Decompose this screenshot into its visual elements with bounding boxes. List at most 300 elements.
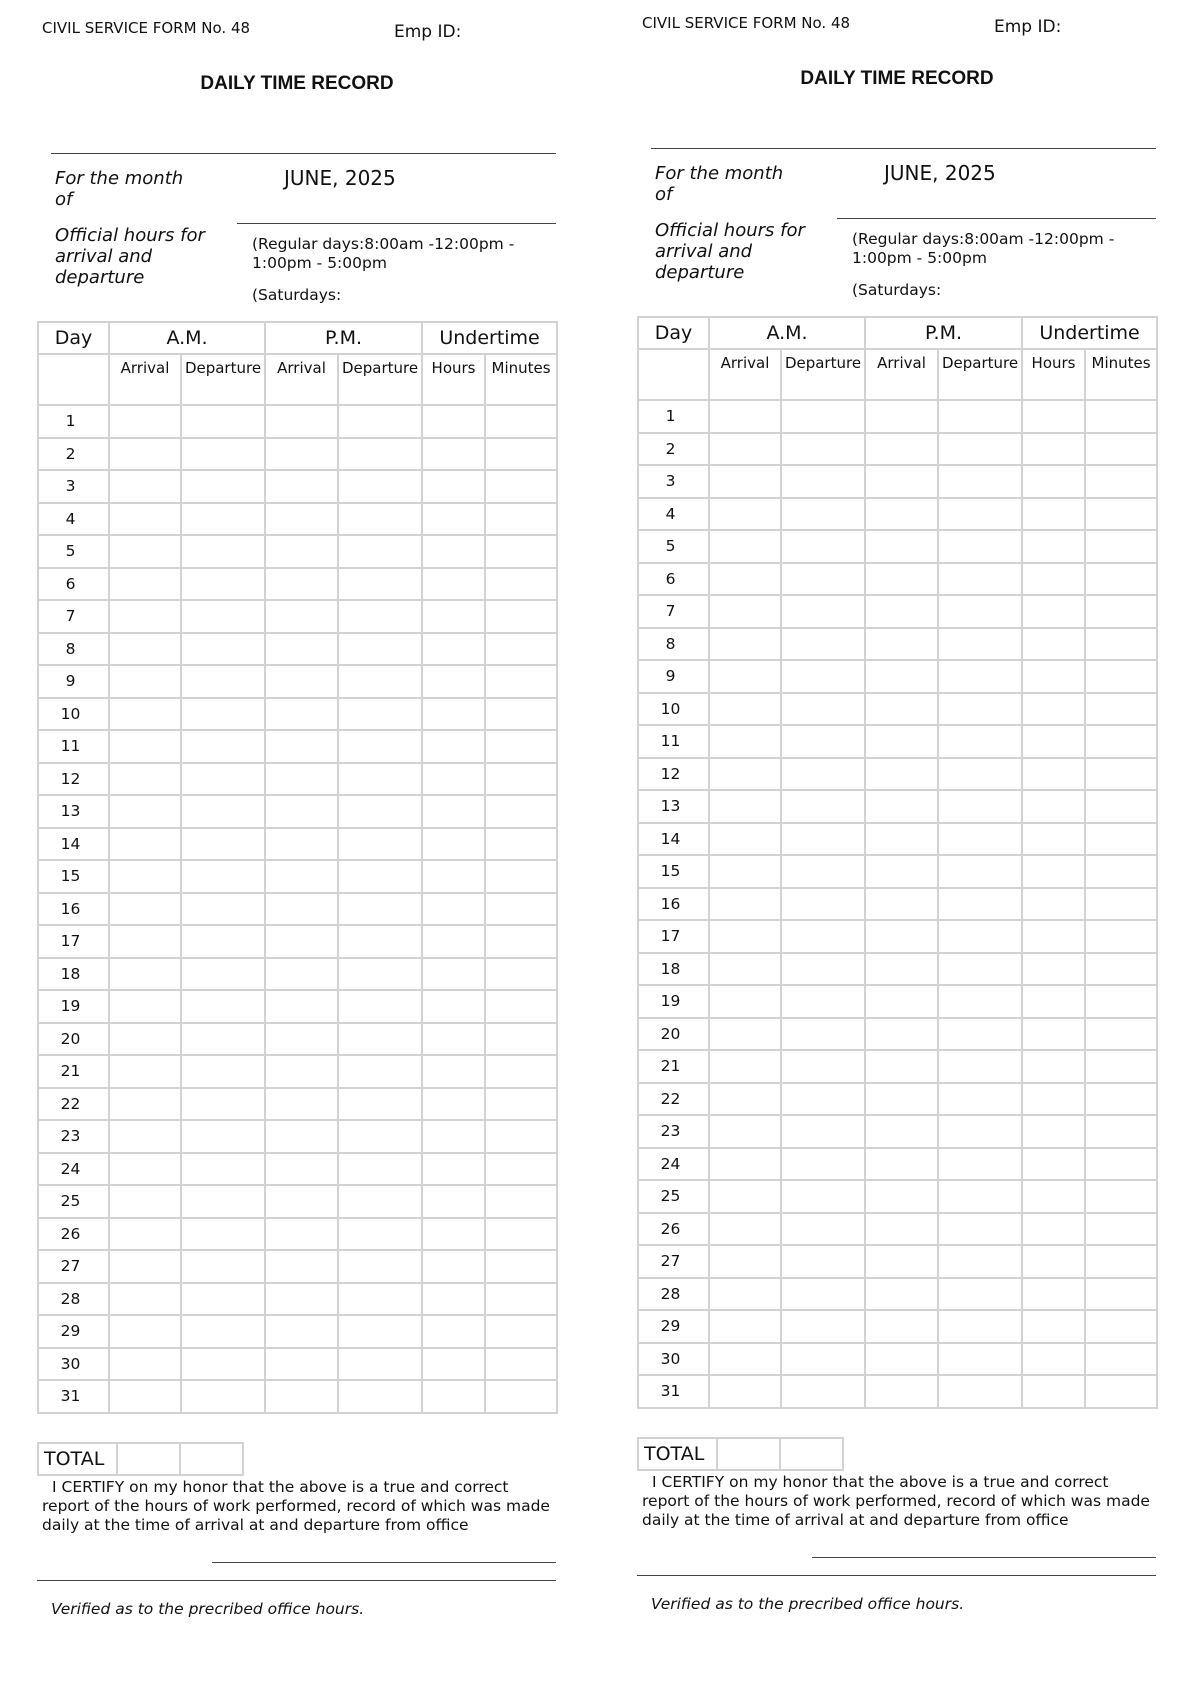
am-departure-cell[interactable]	[781, 888, 865, 921]
am-arrival-cell[interactable]	[709, 920, 781, 953]
undertime-minutes-cell[interactable]	[485, 1185, 557, 1218]
pm-arrival-cell[interactable]	[265, 665, 338, 698]
pm-departure-cell[interactable]	[938, 465, 1022, 498]
am-departure-cell[interactable]	[781, 1310, 865, 1343]
am-departure-cell[interactable]	[781, 530, 865, 563]
pm-departure-cell[interactable]	[338, 1088, 422, 1121]
am-departure-cell[interactable]	[781, 1343, 865, 1376]
undertime-minutes-cell[interactable]	[485, 405, 557, 438]
pm-departure-cell[interactable]	[338, 568, 422, 601]
undertime-minutes-cell[interactable]	[1085, 1115, 1157, 1148]
am-departure-cell[interactable]	[781, 855, 865, 888]
am-departure-cell[interactable]	[181, 665, 265, 698]
undertime-hours-cell[interactable]	[422, 763, 485, 796]
undertime-hours-cell[interactable]	[1022, 1115, 1085, 1148]
am-arrival-cell[interactable]	[709, 465, 781, 498]
am-arrival-cell[interactable]	[709, 1180, 781, 1213]
undertime-hours-cell[interactable]	[422, 1153, 485, 1186]
pm-arrival-cell[interactable]	[265, 503, 338, 536]
am-arrival-cell[interactable]	[109, 600, 181, 633]
am-arrival-cell[interactable]	[109, 1023, 181, 1056]
am-departure-cell[interactable]	[781, 628, 865, 661]
pm-departure-cell[interactable]	[338, 1348, 422, 1381]
am-departure-cell[interactable]	[781, 1180, 865, 1213]
am-arrival-cell[interactable]	[709, 660, 781, 693]
pm-arrival-cell[interactable]	[865, 823, 938, 856]
undertime-hours-cell[interactable]	[422, 1185, 485, 1218]
undertime-minutes-cell[interactable]	[485, 828, 557, 861]
pm-departure-cell[interactable]	[938, 433, 1022, 466]
pm-arrival-cell[interactable]	[265, 1153, 338, 1186]
undertime-hours-cell[interactable]	[422, 568, 485, 601]
am-departure-cell[interactable]	[181, 860, 265, 893]
am-departure-cell[interactable]	[781, 1115, 865, 1148]
pm-arrival-cell[interactable]	[865, 1245, 938, 1278]
undertime-minutes-cell[interactable]	[1085, 920, 1157, 953]
pm-arrival-cell[interactable]	[265, 633, 338, 666]
undertime-minutes-cell[interactable]	[485, 795, 557, 828]
pm-arrival-cell[interactable]	[865, 790, 938, 823]
undertime-minutes-cell[interactable]	[485, 893, 557, 926]
total-hours-cell[interactable]	[117, 1443, 180, 1475]
am-departure-cell[interactable]	[181, 1380, 265, 1413]
undertime-minutes-cell[interactable]	[1085, 595, 1157, 628]
pm-arrival-cell[interactable]	[865, 1213, 938, 1246]
am-arrival-cell[interactable]	[709, 1148, 781, 1181]
am-departure-cell[interactable]	[781, 465, 865, 498]
undertime-hours-cell[interactable]	[422, 1283, 485, 1316]
pm-departure-cell[interactable]	[938, 1115, 1022, 1148]
undertime-minutes-cell[interactable]	[485, 860, 557, 893]
pm-departure-cell[interactable]	[338, 1153, 422, 1186]
am-arrival-cell[interactable]	[109, 860, 181, 893]
undertime-minutes-cell[interactable]	[1085, 660, 1157, 693]
am-arrival-cell[interactable]	[709, 693, 781, 726]
am-departure-cell[interactable]	[181, 1153, 265, 1186]
undertime-minutes-cell[interactable]	[1085, 1180, 1157, 1213]
undertime-hours-cell[interactable]	[422, 438, 485, 471]
undertime-hours-cell[interactable]	[1022, 888, 1085, 921]
pm-arrival-cell[interactable]	[865, 693, 938, 726]
undertime-minutes-cell[interactable]	[485, 633, 557, 666]
am-departure-cell[interactable]	[181, 795, 265, 828]
pm-arrival-cell[interactable]	[265, 1315, 338, 1348]
undertime-minutes-cell[interactable]	[1085, 563, 1157, 596]
undertime-minutes-cell[interactable]	[1085, 1245, 1157, 1278]
pm-departure-cell[interactable]	[338, 600, 422, 633]
pm-arrival-cell[interactable]	[865, 400, 938, 433]
pm-departure-cell[interactable]	[338, 698, 422, 731]
undertime-hours-cell[interactable]	[422, 698, 485, 731]
undertime-hours-cell[interactable]	[422, 1023, 485, 1056]
am-departure-cell[interactable]	[781, 790, 865, 823]
undertime-hours-cell[interactable]	[422, 1348, 485, 1381]
undertime-hours-cell[interactable]	[1022, 855, 1085, 888]
pm-departure-cell[interactable]	[338, 1250, 422, 1283]
pm-departure-cell[interactable]	[938, 1343, 1022, 1376]
undertime-hours-cell[interactable]	[1022, 498, 1085, 531]
undertime-minutes-cell[interactable]	[485, 665, 557, 698]
am-arrival-cell[interactable]	[109, 990, 181, 1023]
am-departure-cell[interactable]	[781, 1213, 865, 1246]
undertime-minutes-cell[interactable]	[1085, 758, 1157, 791]
total-minutes-cell[interactable]	[780, 1438, 843, 1470]
pm-departure-cell[interactable]	[338, 828, 422, 861]
am-arrival-cell[interactable]	[709, 1050, 781, 1083]
pm-departure-cell[interactable]	[338, 1380, 422, 1413]
am-departure-cell[interactable]	[781, 953, 865, 986]
am-arrival-cell[interactable]	[109, 405, 181, 438]
pm-arrival-cell[interactable]	[865, 660, 938, 693]
pm-arrival-cell[interactable]	[865, 595, 938, 628]
undertime-minutes-cell[interactable]	[1085, 1375, 1157, 1408]
pm-arrival-cell[interactable]	[265, 860, 338, 893]
pm-arrival-cell[interactable]	[265, 763, 338, 796]
am-departure-cell[interactable]	[181, 1185, 265, 1218]
undertime-hours-cell[interactable]	[1022, 823, 1085, 856]
undertime-minutes-cell[interactable]	[1085, 1018, 1157, 1051]
undertime-minutes-cell[interactable]	[485, 925, 557, 958]
undertime-minutes-cell[interactable]	[485, 600, 557, 633]
undertime-hours-cell[interactable]	[422, 958, 485, 991]
am-departure-cell[interactable]	[781, 563, 865, 596]
pm-arrival-cell[interactable]	[865, 498, 938, 531]
undertime-minutes-cell[interactable]	[485, 1380, 557, 1413]
pm-departure-cell[interactable]	[938, 693, 1022, 726]
pm-arrival-cell[interactable]	[865, 433, 938, 466]
pm-departure-cell[interactable]	[938, 1245, 1022, 1278]
pm-departure-cell[interactable]	[938, 1148, 1022, 1181]
pm-departure-cell[interactable]	[338, 633, 422, 666]
am-departure-cell[interactable]	[781, 693, 865, 726]
am-departure-cell[interactable]	[181, 470, 265, 503]
undertime-hours-cell[interactable]	[422, 860, 485, 893]
am-arrival-cell[interactable]	[709, 985, 781, 1018]
undertime-hours-cell[interactable]	[1022, 1050, 1085, 1083]
am-arrival-cell[interactable]	[709, 1115, 781, 1148]
undertime-hours-cell[interactable]	[422, 1250, 485, 1283]
pm-arrival-cell[interactable]	[265, 1348, 338, 1381]
pm-arrival-cell[interactable]	[865, 888, 938, 921]
am-arrival-cell[interactable]	[709, 1310, 781, 1343]
am-departure-cell[interactable]	[781, 1148, 865, 1181]
pm-departure-cell[interactable]	[938, 400, 1022, 433]
am-arrival-cell[interactable]	[109, 763, 181, 796]
undertime-hours-cell[interactable]	[422, 535, 485, 568]
undertime-hours-cell[interactable]	[1022, 1018, 1085, 1051]
pm-departure-cell[interactable]	[938, 1310, 1022, 1343]
am-arrival-cell[interactable]	[109, 1250, 181, 1283]
undertime-hours-cell[interactable]	[1022, 1245, 1085, 1278]
undertime-hours-cell[interactable]	[422, 990, 485, 1023]
pm-arrival-cell[interactable]	[265, 698, 338, 731]
undertime-minutes-cell[interactable]	[485, 990, 557, 1023]
undertime-minutes-cell[interactable]	[485, 1218, 557, 1251]
pm-arrival-cell[interactable]	[265, 990, 338, 1023]
am-arrival-cell[interactable]	[109, 893, 181, 926]
am-arrival-cell[interactable]	[109, 730, 181, 763]
pm-departure-cell[interactable]	[338, 1055, 422, 1088]
am-departure-cell[interactable]	[181, 990, 265, 1023]
pm-departure-cell[interactable]	[938, 823, 1022, 856]
undertime-hours-cell[interactable]	[1022, 1213, 1085, 1246]
am-arrival-cell[interactable]	[109, 438, 181, 471]
am-departure-cell[interactable]	[781, 1050, 865, 1083]
am-departure-cell[interactable]	[781, 725, 865, 758]
undertime-hours-cell[interactable]	[1022, 1278, 1085, 1311]
pm-departure-cell[interactable]	[338, 535, 422, 568]
am-departure-cell[interactable]	[181, 503, 265, 536]
am-departure-cell[interactable]	[181, 405, 265, 438]
pm-departure-cell[interactable]	[938, 563, 1022, 596]
pm-arrival-cell[interactable]	[265, 535, 338, 568]
undertime-minutes-cell[interactable]	[1085, 498, 1157, 531]
pm-departure-cell[interactable]	[938, 498, 1022, 531]
am-arrival-cell[interactable]	[709, 790, 781, 823]
am-departure-cell[interactable]	[181, 1023, 265, 1056]
am-arrival-cell[interactable]	[109, 1055, 181, 1088]
undertime-minutes-cell[interactable]	[485, 1153, 557, 1186]
am-departure-cell[interactable]	[781, 660, 865, 693]
undertime-minutes-cell[interactable]	[1085, 985, 1157, 1018]
pm-departure-cell[interactable]	[338, 893, 422, 926]
undertime-minutes-cell[interactable]	[1085, 693, 1157, 726]
pm-departure-cell[interactable]	[938, 985, 1022, 1018]
undertime-minutes-cell[interactable]	[485, 1120, 557, 1153]
pm-departure-cell[interactable]	[938, 920, 1022, 953]
pm-departure-cell[interactable]	[338, 795, 422, 828]
pm-departure-cell[interactable]	[938, 1050, 1022, 1083]
am-arrival-cell[interactable]	[109, 633, 181, 666]
undertime-hours-cell[interactable]	[1022, 1083, 1085, 1116]
pm-arrival-cell[interactable]	[865, 758, 938, 791]
undertime-hours-cell[interactable]	[422, 633, 485, 666]
am-departure-cell[interactable]	[181, 1250, 265, 1283]
pm-departure-cell[interactable]	[338, 1185, 422, 1218]
pm-arrival-cell[interactable]	[865, 1375, 938, 1408]
undertime-hours-cell[interactable]	[422, 600, 485, 633]
undertime-hours-cell[interactable]	[1022, 1375, 1085, 1408]
pm-departure-cell[interactable]	[338, 990, 422, 1023]
pm-departure-cell[interactable]	[338, 1315, 422, 1348]
pm-arrival-cell[interactable]	[265, 600, 338, 633]
undertime-minutes-cell[interactable]	[485, 1055, 557, 1088]
pm-departure-cell[interactable]	[338, 958, 422, 991]
am-arrival-cell[interactable]	[109, 1088, 181, 1121]
am-departure-cell[interactable]	[781, 920, 865, 953]
undertime-minutes-cell[interactable]	[1085, 400, 1157, 433]
undertime-minutes-cell[interactable]	[485, 503, 557, 536]
undertime-minutes-cell[interactable]	[485, 1315, 557, 1348]
undertime-minutes-cell[interactable]	[1085, 1213, 1157, 1246]
pm-departure-cell[interactable]	[938, 758, 1022, 791]
am-arrival-cell[interactable]	[109, 1185, 181, 1218]
pm-departure-cell[interactable]	[938, 855, 1022, 888]
am-departure-cell[interactable]	[181, 1283, 265, 1316]
pm-departure-cell[interactable]	[938, 1213, 1022, 1246]
undertime-hours-cell[interactable]	[1022, 758, 1085, 791]
am-arrival-cell[interactable]	[109, 795, 181, 828]
am-arrival-cell[interactable]	[109, 828, 181, 861]
am-arrival-cell[interactable]	[109, 1380, 181, 1413]
am-departure-cell[interactable]	[181, 535, 265, 568]
am-arrival-cell[interactable]	[109, 1283, 181, 1316]
undertime-hours-cell[interactable]	[1022, 433, 1085, 466]
am-arrival-cell[interactable]	[109, 568, 181, 601]
pm-arrival-cell[interactable]	[265, 828, 338, 861]
undertime-hours-cell[interactable]	[422, 1088, 485, 1121]
am-arrival-cell[interactable]	[709, 823, 781, 856]
undertime-hours-cell[interactable]	[1022, 1148, 1085, 1181]
pm-departure-cell[interactable]	[338, 860, 422, 893]
pm-arrival-cell[interactable]	[865, 530, 938, 563]
pm-departure-cell[interactable]	[338, 665, 422, 698]
undertime-hours-cell[interactable]	[422, 795, 485, 828]
undertime-hours-cell[interactable]	[1022, 1310, 1085, 1343]
undertime-hours-cell[interactable]	[1022, 725, 1085, 758]
pm-arrival-cell[interactable]	[865, 1050, 938, 1083]
undertime-minutes-cell[interactable]	[485, 1348, 557, 1381]
pm-arrival-cell[interactable]	[265, 925, 338, 958]
undertime-minutes-cell[interactable]	[1085, 433, 1157, 466]
am-departure-cell[interactable]	[781, 985, 865, 1018]
pm-departure-cell[interactable]	[938, 1018, 1022, 1051]
pm-arrival-cell[interactable]	[865, 465, 938, 498]
undertime-minutes-cell[interactable]	[485, 1023, 557, 1056]
am-departure-cell[interactable]	[781, 498, 865, 531]
am-arrival-cell[interactable]	[709, 433, 781, 466]
undertime-minutes-cell[interactable]	[1085, 1278, 1157, 1311]
am-arrival-cell[interactable]	[109, 665, 181, 698]
pm-arrival-cell[interactable]	[865, 1343, 938, 1376]
undertime-minutes-cell[interactable]	[1085, 465, 1157, 498]
undertime-minutes-cell[interactable]	[1085, 1310, 1157, 1343]
pm-departure-cell[interactable]	[938, 1083, 1022, 1116]
am-departure-cell[interactable]	[181, 925, 265, 958]
undertime-hours-cell[interactable]	[422, 925, 485, 958]
am-departure-cell[interactable]	[181, 1055, 265, 1088]
undertime-minutes-cell[interactable]	[485, 568, 557, 601]
undertime-minutes-cell[interactable]	[485, 535, 557, 568]
undertime-hours-cell[interactable]	[422, 1218, 485, 1251]
pm-arrival-cell[interactable]	[865, 563, 938, 596]
am-arrival-cell[interactable]	[709, 1018, 781, 1051]
pm-arrival-cell[interactable]	[265, 405, 338, 438]
pm-departure-cell[interactable]	[338, 925, 422, 958]
am-arrival-cell[interactable]	[109, 1315, 181, 1348]
pm-departure-cell[interactable]	[938, 628, 1022, 661]
am-arrival-cell[interactable]	[709, 1245, 781, 1278]
am-departure-cell[interactable]	[181, 828, 265, 861]
am-arrival-cell[interactable]	[709, 1213, 781, 1246]
am-departure-cell[interactable]	[781, 1375, 865, 1408]
undertime-minutes-cell[interactable]	[1085, 888, 1157, 921]
undertime-hours-cell[interactable]	[1022, 1180, 1085, 1213]
pm-departure-cell[interactable]	[338, 730, 422, 763]
pm-arrival-cell[interactable]	[865, 1180, 938, 1213]
undertime-hours-cell[interactable]	[1022, 1343, 1085, 1376]
am-departure-cell[interactable]	[181, 763, 265, 796]
undertime-hours-cell[interactable]	[1022, 953, 1085, 986]
pm-departure-cell[interactable]	[938, 1375, 1022, 1408]
pm-departure-cell[interactable]	[938, 888, 1022, 921]
pm-arrival-cell[interactable]	[865, 1310, 938, 1343]
pm-departure-cell[interactable]	[938, 1278, 1022, 1311]
am-departure-cell[interactable]	[181, 568, 265, 601]
total-minutes-cell[interactable]	[180, 1443, 243, 1475]
am-departure-cell[interactable]	[781, 823, 865, 856]
undertime-minutes-cell[interactable]	[485, 1283, 557, 1316]
undertime-hours-cell[interactable]	[1022, 985, 1085, 1018]
am-arrival-cell[interactable]	[709, 400, 781, 433]
pm-arrival-cell[interactable]	[265, 1250, 338, 1283]
undertime-minutes-cell[interactable]	[1085, 1083, 1157, 1116]
pm-arrival-cell[interactable]	[865, 855, 938, 888]
am-departure-cell[interactable]	[181, 893, 265, 926]
am-arrival-cell[interactable]	[709, 758, 781, 791]
am-arrival-cell[interactable]	[709, 855, 781, 888]
pm-arrival-cell[interactable]	[265, 1120, 338, 1153]
am-departure-cell[interactable]	[781, 1083, 865, 1116]
pm-departure-cell[interactable]	[338, 1023, 422, 1056]
undertime-minutes-cell[interactable]	[1085, 855, 1157, 888]
pm-arrival-cell[interactable]	[265, 568, 338, 601]
am-arrival-cell[interactable]	[709, 888, 781, 921]
am-arrival-cell[interactable]	[109, 1218, 181, 1251]
pm-arrival-cell[interactable]	[265, 1218, 338, 1251]
am-departure-cell[interactable]	[781, 400, 865, 433]
pm-departure-cell[interactable]	[338, 1283, 422, 1316]
pm-arrival-cell[interactable]	[865, 725, 938, 758]
am-departure-cell[interactable]	[781, 595, 865, 628]
am-arrival-cell[interactable]	[109, 470, 181, 503]
am-arrival-cell[interactable]	[709, 1375, 781, 1408]
undertime-hours-cell[interactable]	[1022, 628, 1085, 661]
am-arrival-cell[interactable]	[709, 628, 781, 661]
am-arrival-cell[interactable]	[709, 1083, 781, 1116]
undertime-minutes-cell[interactable]	[1085, 823, 1157, 856]
pm-departure-cell[interactable]	[338, 1218, 422, 1251]
undertime-minutes-cell[interactable]	[485, 698, 557, 731]
am-departure-cell[interactable]	[181, 1120, 265, 1153]
am-departure-cell[interactable]	[181, 600, 265, 633]
pm-departure-cell[interactable]	[938, 1180, 1022, 1213]
pm-arrival-cell[interactable]	[865, 1018, 938, 1051]
am-departure-cell[interactable]	[181, 1088, 265, 1121]
total-hours-cell[interactable]	[717, 1438, 780, 1470]
undertime-hours-cell[interactable]	[422, 1120, 485, 1153]
am-arrival-cell[interactable]	[709, 725, 781, 758]
pm-departure-cell[interactable]	[338, 405, 422, 438]
am-arrival-cell[interactable]	[709, 953, 781, 986]
pm-arrival-cell[interactable]	[865, 628, 938, 661]
undertime-minutes-cell[interactable]	[1085, 790, 1157, 823]
pm-arrival-cell[interactable]	[265, 1380, 338, 1413]
undertime-hours-cell[interactable]	[1022, 660, 1085, 693]
undertime-hours-cell[interactable]	[1022, 400, 1085, 433]
am-departure-cell[interactable]	[181, 438, 265, 471]
pm-arrival-cell[interactable]	[865, 985, 938, 1018]
am-arrival-cell[interactable]	[109, 503, 181, 536]
undertime-hours-cell[interactable]	[1022, 563, 1085, 596]
am-departure-cell[interactable]	[181, 633, 265, 666]
am-arrival-cell[interactable]	[109, 1348, 181, 1381]
pm-arrival-cell[interactable]	[265, 893, 338, 926]
pm-arrival-cell[interactable]	[265, 795, 338, 828]
undertime-hours-cell[interactable]	[422, 893, 485, 926]
am-departure-cell[interactable]	[181, 698, 265, 731]
undertime-minutes-cell[interactable]	[485, 763, 557, 796]
